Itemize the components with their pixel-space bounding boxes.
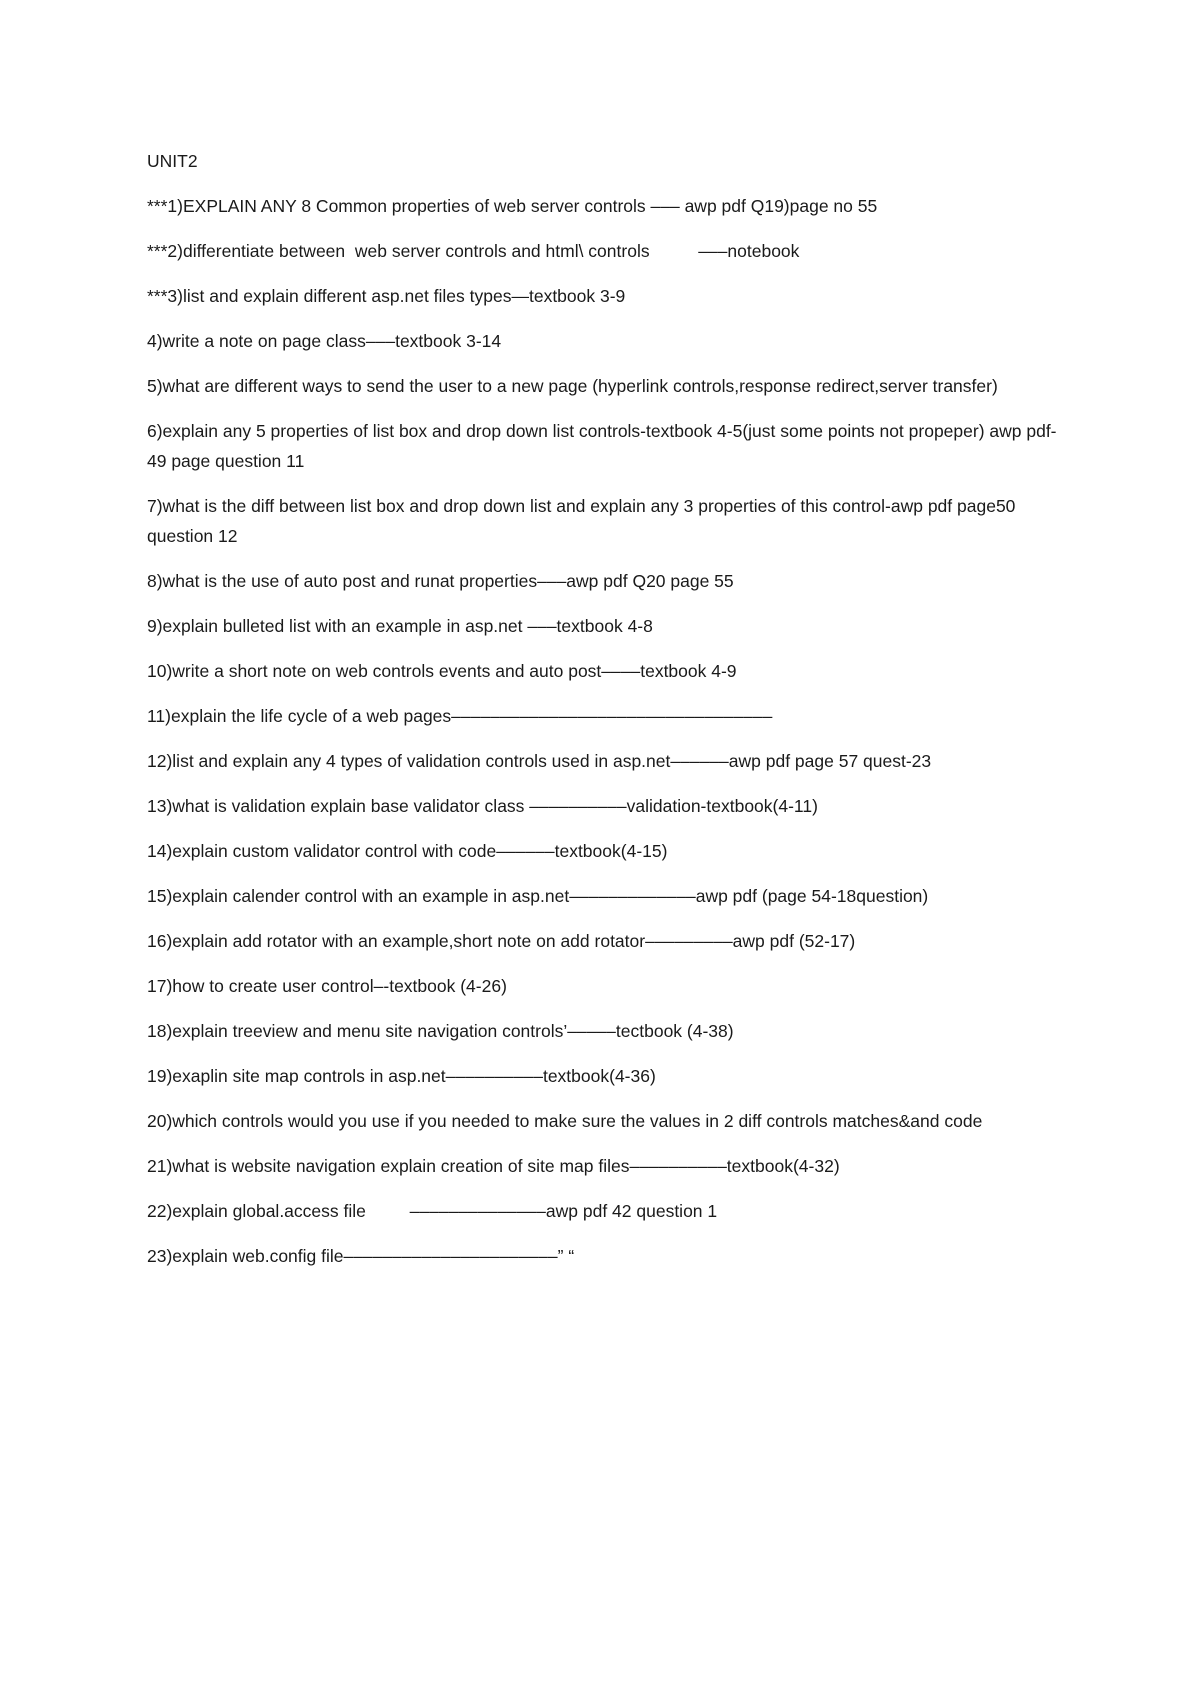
question-12: 12)list and explain any 4 types of validation controls used in asp.net––––––awp pdf page 57 quest-23	[147, 751, 932, 771]
question-22: 22)explain global.access file ––––––––––––––awp pdf 42 question 1	[147, 1201, 718, 1221]
question-3: ***3)list and explain different asp.net files types—textbook 3-9	[147, 286, 626, 306]
question-11: 11)explain the life cycle of a web pages–––––––––––––––––––––––––––––––––	[147, 706, 773, 726]
question-1: ***1)EXPLAIN ANY 8 Common properties of web server controls ––– awp pdf Q19)page no 55	[147, 196, 878, 216]
question-14: 14)explain custom validator control with code––––––textbook(4-15)	[147, 841, 668, 861]
question-9: 9)explain bulleted list with an example in asp.net –––textbook 4-8	[147, 616, 653, 636]
question-4: 4)write a note on page class–––textbook 3-14	[147, 331, 502, 351]
document-body	[147, 146, 1072, 1286]
question-18: 18)explain treeview and menu site navigation controls’–––––tectbook (4-38)	[147, 1021, 734, 1041]
question-7: 7)what is the diff between list box and drop down list and explain any 3 properties of this control-awp pdf page50 question 12	[147, 496, 1016, 546]
question-8: 8)what is the use of auto post and runat properties–––awp pdf Q20 page 55	[147, 571, 734, 591]
question-23: 23)explain web.config file––––––––––––––––––––––” “	[147, 1246, 575, 1266]
question-5: 5)what are different ways to send the user to a new page (hyperlink controls,response redirect,server transfer)	[147, 376, 998, 396]
question-16: 16)explain add rotator with an example,short note on add rotator–––––––––awp pdf (52-17)	[147, 931, 856, 951]
question-21: 21)what is website navigation explain creation of site map files––––––––––textbook(4-32)	[147, 1156, 840, 1176]
question-20: 20)which controls would you use if you needed to make sure the values in 2 diff controls matches&and code	[147, 1111, 983, 1131]
question-13: 13)what is validation explain base validator class ––––––––––validation-textbook(4-11)	[147, 796, 818, 816]
question-10: 10)write a short note on web controls events and auto post––––textbook 4-9	[147, 661, 737, 681]
question-19: 19)exaplin site map controls in asp.net––––––––––textbook(4-36)	[147, 1066, 656, 1086]
question-6: 6)explain any 5 properties of list box and drop down list controls-textbook 4-5(just some points not propeper) awp pdf-49 page question 11	[147, 421, 1057, 471]
page-title: UNIT2	[147, 151, 198, 171]
question-17: 17)how to create user control–-textbook (4-26)	[147, 976, 507, 996]
question-2: ***2)differentiate between web server controls and html\ controls –––notebook	[147, 241, 800, 261]
question-15: 15)explain calender control with an example in asp.net–––––––––––––awp pdf (page 54-18question)	[147, 886, 929, 906]
